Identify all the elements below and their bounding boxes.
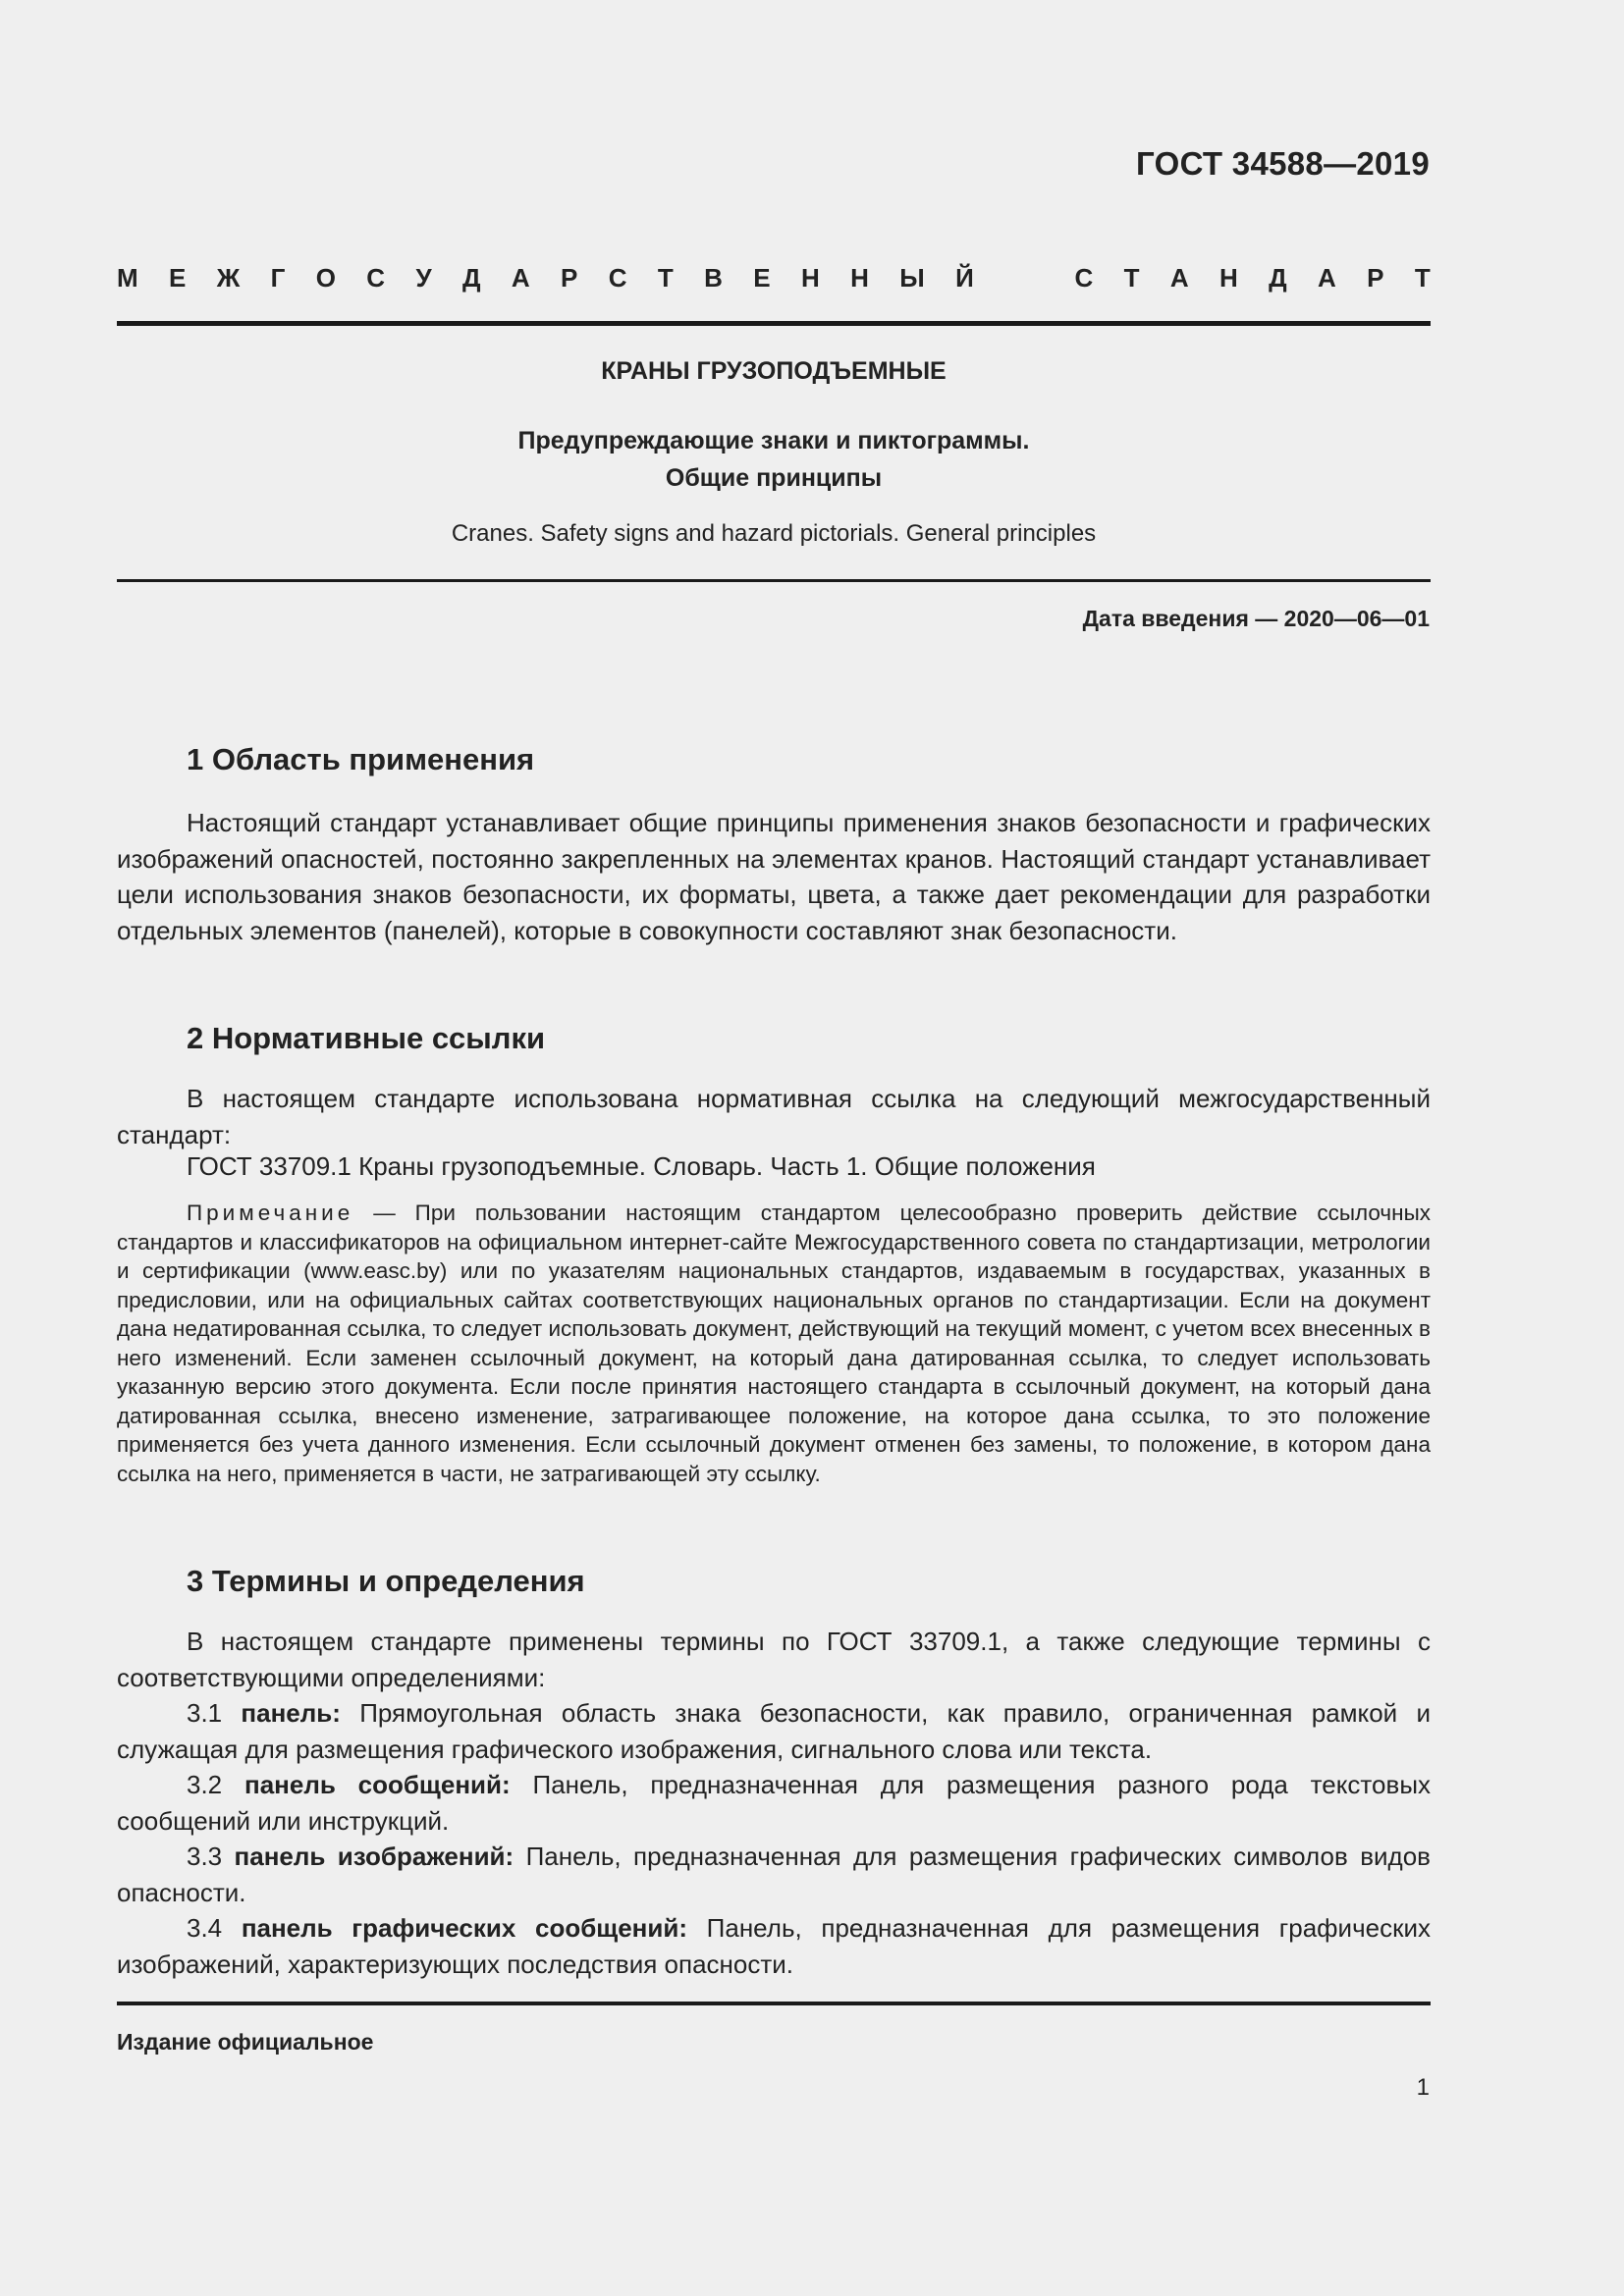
term-definition (117, 1839, 1431, 1910)
interstate-standard-banner (117, 263, 1431, 294)
banner-letter: Р (1367, 263, 1384, 293)
banner-letter: Н (800, 263, 820, 293)
term-text: Панель, предназначенная для размещения разного рода текстовых сообщений или инструкций. (117, 1770, 1432, 1836)
banner-letter: Т (1414, 263, 1431, 293)
introduction-date: Дата введения — 2020—06—01 (1082, 606, 1430, 631)
banner-letter: Н (1219, 263, 1238, 293)
term-name: панель: (241, 1698, 341, 1728)
term-name: панель графических сообщений: (241, 1913, 688, 1943)
section-1-heading: 1 Область применения (187, 742, 535, 776)
banner-letter: Ж (216, 263, 241, 293)
page-number: 1 (1416, 2074, 1430, 2101)
banner-letter: А (1318, 263, 1336, 293)
section-1-text: Настоящий стандарт устанавливает общие принципы применения знаков безопасности и графических изображений опасностей, постоянно закрепленных на элементах кранов. Настоящий стандарт устанавливает цели использования знаков безопасности, их форматы, цвета, а также дает рекомендации для разработки отдельных элементов (панелей), которые в совокупности составляют знак безопасности. (117, 808, 1431, 945)
term-definition (117, 1767, 1431, 1839)
standard-subtitle (117, 422, 1431, 497)
official-edition-label: Издание официальное (117, 2029, 374, 2055)
english-title: Cranes. Safety signs and hazard pictorials. General principles (451, 520, 1097, 547)
banner-letter: А (511, 263, 530, 293)
term-number: 3.3 (187, 1842, 235, 1871)
banner-letter: М (117, 263, 138, 293)
term-text: Прямоугольная область знака безопасности, как правило, ограниченная рамкой и служащая для размещения графического изображения, сигнального слова или текста. (117, 1698, 1431, 1764)
banner-letter: С (608, 263, 627, 293)
note-label: Примечание (187, 1201, 354, 1225)
section-3-heading: 3 Термины и определения (187, 1564, 585, 1598)
reference-note (117, 1199, 1431, 1488)
banner-letter: В (704, 263, 723, 293)
banner-letter: Ы (899, 263, 925, 293)
banner-letter: О (315, 263, 336, 293)
term-number: 3.1 (187, 1698, 242, 1728)
banner-letter: С (366, 263, 386, 293)
normative-reference: ГОСТ 33709.1 Краны грузоподъемные. Словарь. Часть 1. Общие положения (187, 1151, 1096, 1181)
term-name: панель изображений: (234, 1842, 514, 1871)
term-number: 3.4 (187, 1913, 242, 1943)
term-text: Панель, предназначенная для размещения графических изображений, характеризующих последствия опасности. (117, 1913, 1431, 1979)
banner-letter: Е (753, 263, 771, 293)
term-definition (117, 1695, 1431, 1767)
banner-letter: У (415, 263, 432, 293)
banner-gap (1004, 263, 1044, 294)
section-3-text: В настоящем стандарте применены термины по ГОСТ 33709.1, а также следующие термины с соответствующими определениями: (117, 1627, 1431, 1692)
term-text: Панель, предназначенная для размещения графических символов видов опасности. (117, 1842, 1431, 1907)
banner-letter: Д (461, 263, 481, 293)
note-text: — При пользовании настоящим стандартом целесообразно проверить действие ссылочных стандартов и классификаторов на официальном интернет-сайте Межгосударственного совета по стандартизации, метрологии и сертификации (www.easc.by) или по указателям национальных стандартов, издаваемым в государствах, указанных в предисловии, или на официальных сайтах соответствующих национальных органов по стандартизации. Если на документ дана недатированная ссылка, то следует использовать документ, действующий на текущий момент, с учетом всех внесенных в него изменений. Если заменен ссылочный документ, на который дана датированная ссылка, то следует использовать указанную версию этого документа. Если после принятия настоящего стандарта в ссылочный документ, на который дана датированная ссылка, внесено изменение, затрагивающее положение, на которое дана ссылка, то это положение применяется без учета данного изменения. Если ссылочный документ отменен без замены, то положение, в котором дана ссылка на него, применяется в части, не затрагивающей эту ссылку. (117, 1201, 1431, 1486)
banner-letter: Р (561, 263, 578, 293)
standard-title: КРАНЫ ГРУЗОПОДЪЕМНЫЕ (601, 357, 947, 385)
banner-letter: С (1074, 263, 1094, 293)
banner-letter: Е (169, 263, 187, 293)
banner-letter: А (1169, 263, 1189, 293)
footer-divider (117, 2002, 1431, 2005)
banner-letter: Т (1123, 263, 1140, 293)
term-number: 3.2 (187, 1770, 244, 1799)
subtitle-line: Предупреждающие знаки и пиктограммы. (517, 427, 1030, 454)
banner-letter: Н (850, 263, 869, 293)
header-divider-thick (117, 321, 1431, 326)
subtitle-line: Общие принципы (665, 464, 883, 492)
term-name: панель сообщений: (244, 1770, 511, 1799)
banner-letter: Т (657, 263, 674, 293)
banner-letter: Д (1269, 263, 1287, 293)
section-2-text: В настоящем стандарте использована нормативная ссылка на следующий межгосударственный стандарт: (117, 1084, 1431, 1149)
header-divider-thin (117, 579, 1431, 582)
document-number: ГОСТ 34588—2019 (1136, 145, 1430, 182)
term-definition (117, 1910, 1431, 1982)
banner-letter: Й (955, 263, 974, 293)
section-2-heading: 2 Нормативные ссылки (187, 1021, 546, 1055)
banner-letter: Г (270, 263, 286, 293)
